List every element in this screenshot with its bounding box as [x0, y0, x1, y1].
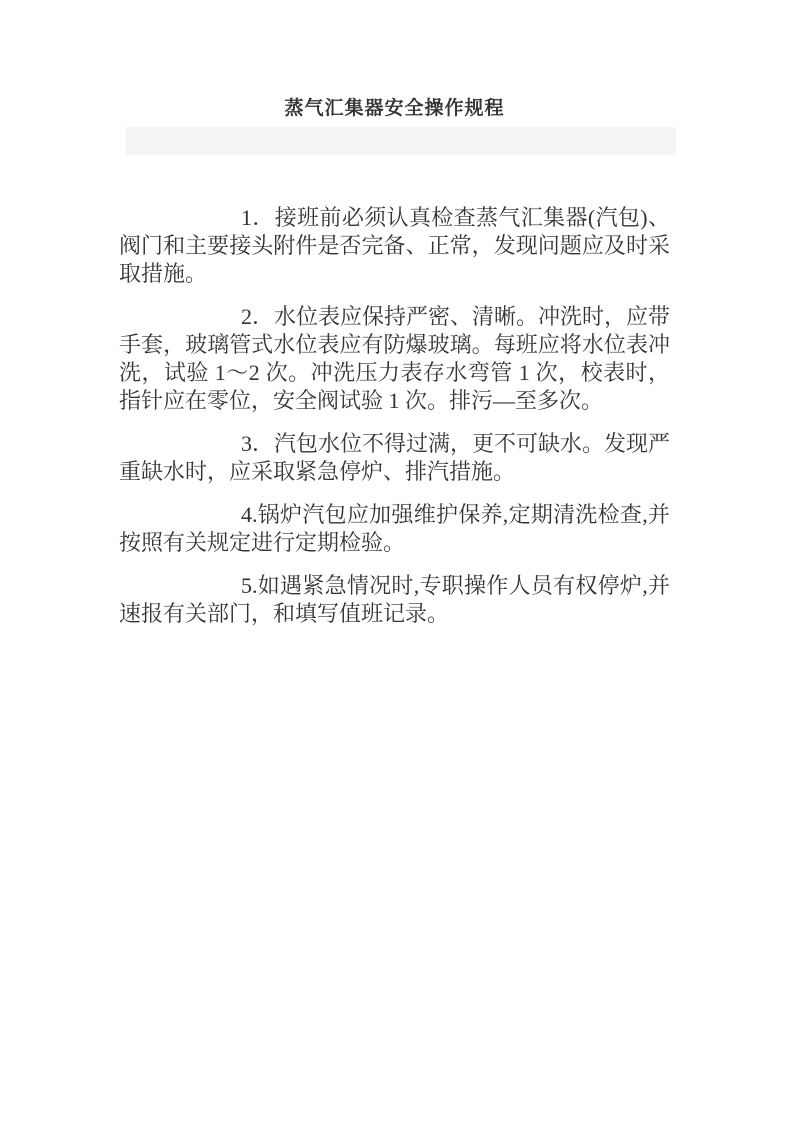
document-title: 蒸气汇集器安全操作规程	[284, 98, 505, 119]
body-paragraph-1: 1．接班前必须认真检查蒸气汇集器(汽包)、阀门和主要接头附件是否完备、正常，发现问题应及时采取措施。	[119, 205, 670, 286]
document-body	[119, 204, 670, 628]
body-paragraph-4: 4.锅炉汽包应加强维护保养,定期清洗检查,并按照有关规定进行定期检验。	[119, 502, 670, 555]
body-paragraph-2: 2．水位表应保持严密、清晰。冲洗时，应带手套，玻璃管式水位表应有防爆玻璃。每班应将水位表冲洗，试验 1～2 次。冲洗压力表存水弯管 1 次，校表时，指针应在零位，安全阀试验 1 次。排污—至多次。	[119, 304, 671, 413]
title-underline-bar	[126, 127, 676, 155]
body-paragraph-5: 5.如遇紧急情况时,专职操作人员有权停炉,并速报有关部门，和填写值班记录。	[119, 573, 670, 626]
document-content	[119, 97, 670, 628]
body-paragraph-3: 3．汽包水位不得过满，更不可缺水。发现严重缺水时，应采取紧急停炉、排汽措施。	[119, 431, 671, 484]
